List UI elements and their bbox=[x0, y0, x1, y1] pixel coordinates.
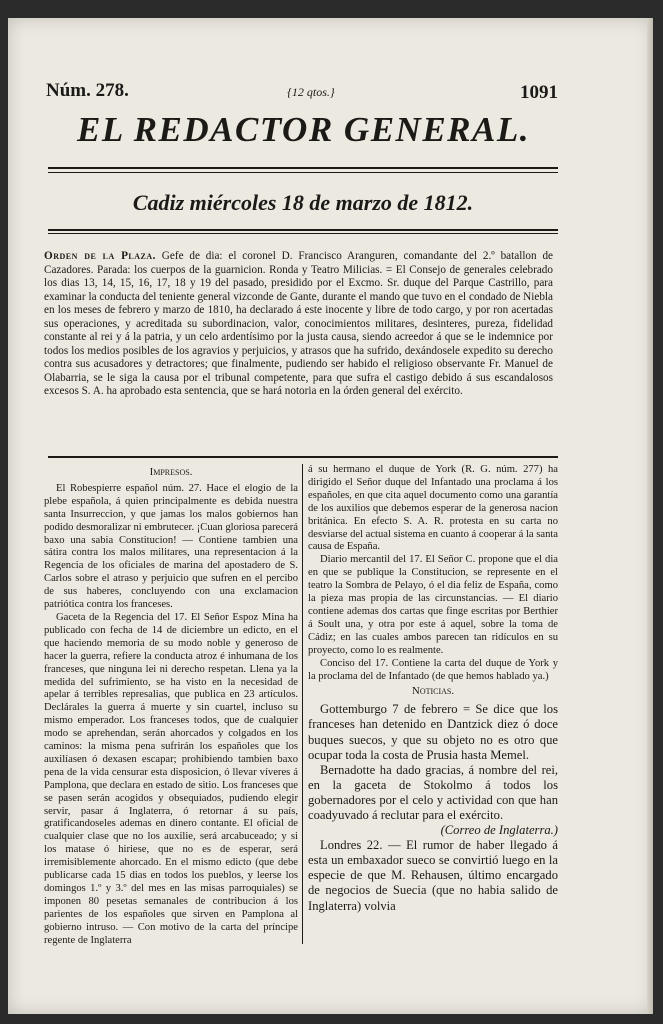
section-rule bbox=[48, 456, 558, 458]
page-number: 1091 bbox=[520, 82, 558, 103]
article-paragraph: El Robespierre español núm. 27. Hace el elogio de la plebe española, á quien principalmente es debida nuestra santa Insurreccion, y que jamas los malos gobiernos han podido desmoralizar ni embrutecer. ¡Cuan gloriosa parecerá baxo una sabia Constitucion! — Contiene tambien una sátira contra los malos militares, una representacion á la Regencia de los oficiales de marina del apostadero de S. Carlos sobre el atraso y perjuicio que sufren en el percibo de sus haberes, concluyendo con una exclamacion patriótica contra los franceses. bbox=[44, 482, 298, 611]
news-paragraph: Gottemburgo 7 de febrero = Se dice que los franceses han detenido en Dantzick diez ó doce buques suecos, y que su objeto no es otro que ocupar toda la costa de Prusia hasta Memel. bbox=[308, 702, 558, 762]
masthead-title: EL REDACTOR GENERAL. bbox=[76, 110, 530, 149]
article-paragraph: á su hermano el duque de York (R. G. núm. 277) ha dirigido el Señor duque del Infantado una proclama á los españoles, en que cita aquel documento como una garantía de los auxilios que debemos esperar de la generosa nacion británica. En efecto S. A. R. protesta en su carta no desviarse del actual sistema en cuanto á cooperar á la santa causa de España. bbox=[308, 464, 559, 553]
orden-lead: Orden de la Plaza. bbox=[44, 250, 156, 262]
right-column bbox=[308, 464, 558, 914]
page-edge bbox=[647, 18, 653, 1014]
news-attribution: (Correo de Inglaterra.) bbox=[440, 823, 558, 838]
news-paragraph: Londres 22. — El rumor de haber llegado á esta un embaxador sueco se convirtió luego en la especie de que M. Rehausen, último encargado de negocios de Suecia (que no habia salido de Inglaterra) volvia bbox=[308, 838, 558, 913]
dateline: Cadiz miércoles 18 de marzo de 1812. bbox=[132, 190, 474, 215]
news-paragraph: Bernadotte ha dado gracias, á nombre del rei, en la gaceta de Stokolmo á todos los gobernadores por el celo y actividad con que han coadyuvado á reclutar para el exército. bbox=[308, 762, 558, 822]
impresos-heading: Impresos. bbox=[149, 466, 193, 478]
price-label: {12 qtos.} bbox=[287, 85, 335, 99]
left-column bbox=[44, 464, 298, 948]
column-divider bbox=[302, 464, 303, 944]
dateline-rule-thin bbox=[48, 233, 558, 234]
article-paragraph: Gaceta de la Regencia del 17. El Señor Espoz Mina ha publicado con fecha de 14 de diciembre un edicto, en el que haciendo memoria de su modo noble y generoso de hacer la guerra, refiere la conducta atroz é inhumana de los franceses, que ninguna lei ni derecho respetan. Llena ya la medida del sufrimiento, se ha visto en la necesidad de apelar á terribles represalias, que publica en 23 artículos. Declárales la guerra á muerte y sin cuartel, incluso su mismo emperador. Los franceses todos, que de cualquier modo se aprehendan, serán ahorcados y colgados en los caminos: la misma pena sufrirán los españoles que los auxilíasen ó dexasen escapar; prohibiendo tambien baxo pena de la vida censurar esta disposicion, ó llevar víveres á Pamplona, que declara en estado de sitio. Los franceses que se pasen serán acogidos y obsequiados, pudiendo elegir servir, pasar á Inglaterra, ó retornar á su país, gratificandoseles ademas en dinero contante. El oficial de cualquier clase que no los auxilie, será arcabuceado; y si los matase ó hiriese, que no es de esperar, será irremisiblemente ahorcado. En el mismo edicto (que debe publicarse cada 15 dias en todos los pueblos, y leerse los domingos 1.º y 3.º del mes en las misas parroquiales) se imponen 80 pesetas semanales de contribucion á los parientes de los españoles que sirven en Pamplona al gobierno intruso. — Con motivo de la carta del príncipe regente de Inglaterra bbox=[44, 611, 298, 946]
article-paragraph: Diario mercantil del 17. El Señor C. propone que el dia en que se publique la Constitucion, se represente en el teatro la Sombra de Pelayo, ó el dia feliz de España, como la pieza mas propia de las circunstancias. — El diario contiene ademas dos cartas que finge escritas por Berthier á Soult una, y otra por este á aquel, sobre la toma de Cádiz; en las cuales ambos parecen tan ridículos en su proyecto, como lo es realmente. bbox=[308, 554, 558, 656]
article-paragraph: Conciso del 17. Contiene la carta del duque de York y la proclama del de Infantado (de que hemos hablado ya.) bbox=[308, 657, 558, 682]
masthead-rule bbox=[48, 167, 558, 169]
noticias-heading: Noticias. bbox=[411, 685, 455, 698]
dateline-rule bbox=[48, 229, 558, 231]
newspaper-page bbox=[8, 18, 653, 1014]
orden-de-la-plaza bbox=[44, 250, 553, 399]
issue-number: Núm. 278. bbox=[46, 80, 129, 101]
masthead-rule-thin bbox=[48, 172, 558, 173]
orden-text: Gefe de dia: el coronel D. Francisco Aranguren, comandante del 2.º batallon de Cazadores. Parada: los cuerpos de la guarnicion. Ronda y Teatro Milicias. = El Consejo de generales celebrado los dias 13, 14, 15, 16, 17, 18 y 19 del pasado, presidido por el Excmo. Sr. duque del Parque Castrillo, para examinar la conducta del teniente general vizconde de Gante, durante el mando que tuvo en el condado de Niebla en los meses de febrero y marzo de 1810, ha declarado á este inocente y libre de todo cargo, y por ron acertadas sus operaciones, y acreditada su subordinacion, valor, conocimientos militares, desinteres, pureza, fidelidad constante al rei y á la patria, y un celo ardentísimo por la justa causa, siendo acreedor á que se le indemnice por todos los medios posibles de los agravios y perjuicios, y atrasos que ha sufrido, dexándosele expedito su derecho contra sus acusadores y detractores; que finalmente, pudiendo ser habido el religioso observante Fr. Manuel de Olabarria, se le siga la causa por el tribunal competente, para que sufra el castigo debido á sus escandalosos excesos S. A. ha aprobado esta sentencia, que se hará notoria en la órden general del exército. bbox=[44, 250, 554, 397]
top-line bbox=[46, 80, 553, 102]
